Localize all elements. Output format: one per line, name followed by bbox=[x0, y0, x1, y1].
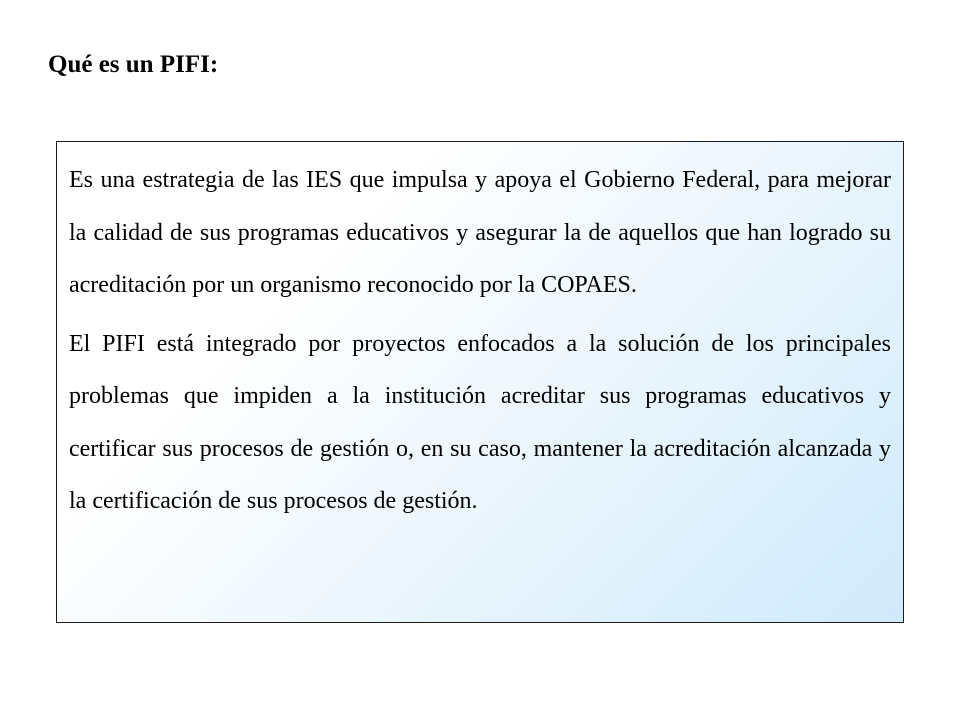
composition-paragraph: El PIFI está integrado por proyectos enfocados a la solución de los principales problemas que impiden a la institución acreditar sus programas educativos y certificar sus procesos de gestión o, en su caso, mantener la acreditación alcanzada y la certificación de sus procesos de gestión. bbox=[69, 330, 891, 514]
definition-paragraph: Es una estrategia de las IES que impulsa y apoya el Gobierno Federal, para mejorar la calidad de sus programas educativos y asegurar la de aquellos que han logrado su acreditación por un organismo reconocido por la COPAES. bbox=[69, 167, 891, 298]
definition-text-box bbox=[56, 141, 904, 623]
slide-title: Qué es un PIFI: bbox=[48, 51, 219, 78]
